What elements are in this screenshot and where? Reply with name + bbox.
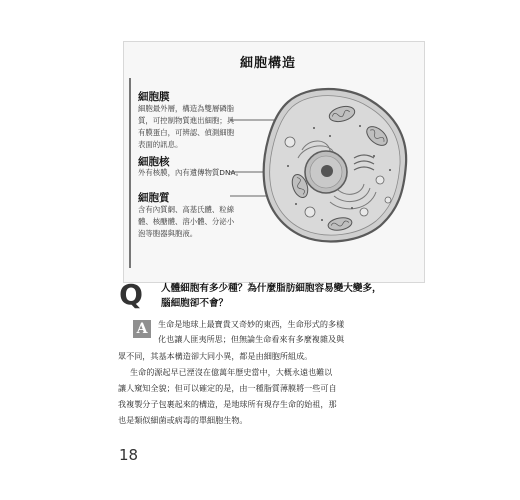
question-line: 腦細胞卻不會？ xyxy=(161,298,229,309)
label-divider xyxy=(129,78,131,268)
cytoplasm-label-title: 細胞質 xyxy=(138,192,170,204)
desc-line: 泡等胞器與胞液。 xyxy=(138,229,198,238)
answer-line: 我複製分子包裹起來的構造，是地球所有現存生命的始祖，那 xyxy=(118,399,337,409)
answer-badge-icon: A xyxy=(133,320,151,338)
desc-line: 外有核膜，內有遺傳物質DNA。 xyxy=(138,168,243,177)
page-number: 18 xyxy=(119,446,139,464)
question-line: 人體細胞有多少種？為什麼脂肪細胞容易變大變多， xyxy=(161,283,382,294)
question-text xyxy=(161,281,391,311)
cytoplasm-label-desc xyxy=(138,204,234,240)
membrane-label-title: 細胞膜 xyxy=(138,91,170,103)
desc-line: 質，可控制物質進出細胞；具 xyxy=(138,116,235,125)
membrane-label-desc xyxy=(138,103,234,151)
answer-line: 生命是地球上最寶貴又奇妙的東西，生命形式的多樣 xyxy=(158,319,345,329)
desc-line: 細胞最外層，構造為雙層磷脂 xyxy=(138,104,235,113)
nucleolus xyxy=(321,165,333,177)
desc-line: 表面的訊息。 xyxy=(138,140,183,149)
question-letter: Q xyxy=(119,280,143,310)
desc-line: 體、核醣體、溶小體、分泌小 xyxy=(138,217,235,226)
figure-title: 細胞構造 xyxy=(240,56,297,71)
nucleus-label-desc xyxy=(138,167,243,179)
answer-line: 讓人窺知全貌；但可以確定的是，由一種脂質薄膜將一些可自 xyxy=(118,383,337,393)
answer-line: 生命的源起早已湮沒在億萬年歷史當中，大概永遠也難以 xyxy=(130,367,333,377)
desc-line: 有膜蛋白，可辨認、偵測細胞 xyxy=(138,128,235,137)
answer-line: 也是類似細菌或病毒的單細胞生物。 xyxy=(118,415,248,425)
nucleus-label-title: 細胞核 xyxy=(138,156,170,168)
question-badge-icon xyxy=(117,280,145,310)
answer-line: 化也讓人匪夷所思；但無論生命看來有多麼複雜及與 xyxy=(158,334,345,344)
desc-line: 含有內質網、高基氏體、粒線 xyxy=(138,205,235,214)
answer-line: 眾不同，其基本構造卻大同小異，都是由細胞所組成。 xyxy=(118,351,313,361)
cell-illustration xyxy=(230,80,420,270)
